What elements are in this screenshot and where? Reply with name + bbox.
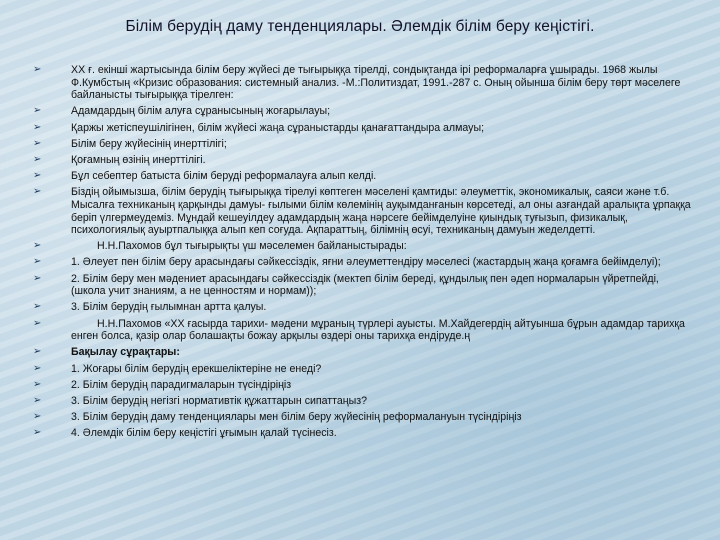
list-item-text: Н.Н.Пахомов бұл тығырықты үш мәселемен байланыстырады:: [97, 240, 407, 253]
checkmark-arrow-icon: ➢: [33, 411, 42, 423]
list-item: [33, 346, 693, 359]
list-item: [33, 379, 693, 392]
checkmark-arrow-icon: ➢: [33, 170, 42, 182]
list-item-text: ХХ ғ. екінші жартысында білім беру жүйесі де тығырыққа тірелді, сондықтанда ірі реформаларға ұшырады. 1968 жылы Ф.Кумбстың «Кризис образования: системный анализ. -М.:Политиздат, 1991.-287 с. Оның ойынша білім беру төрт мәселеге байланысты тығырыққа тірелген:: [71, 64, 681, 102]
list-item-text: Бақылау сұрақтары:: [71, 346, 180, 359]
checkmark-arrow-icon: ➢: [33, 121, 42, 133]
list-item-text: Адамдардың білім алуға сұранысының жоғарылауы;: [71, 105, 331, 118]
list-item-text: 1. Әлеует пен білім беру арасындағы сәйкессіздік, яғни әлеуметтендіру мәселесі (жастардың жаңа қоғамға бейімделуі);: [71, 256, 661, 269]
list-item: [33, 363, 693, 376]
list-item-text: Қаржы жетіспеушілігінен, білім жүйесі жаңа сұраныстарды қанағаттандыра алмауы;: [71, 121, 485, 134]
list-item: [33, 170, 693, 183]
checkmark-arrow-icon: ➢: [33, 427, 42, 439]
list-item: [33, 64, 693, 102]
list-item-text: 3. Білім берудің даму тенденциялары мен білім беру жүйесінің реформалануын түсіндіріңіз: [71, 411, 522, 424]
list-item: [33, 138, 693, 151]
list-item-text: 3. Білім берудің негізгі нормативтік құжаттарын сипаттаңыз?: [71, 394, 367, 407]
checkmark-arrow-icon: ➢: [33, 346, 42, 358]
list-item: [33, 427, 693, 440]
checkmark-arrow-icon: ➢: [33, 272, 42, 284]
checkmark-arrow-icon: ➢: [33, 105, 42, 117]
list-item: [33, 240, 693, 253]
list-item: [33, 273, 693, 298]
list-item-text: Білім беру жүйесінің инерттілігі;: [71, 137, 227, 150]
list-item: [33, 411, 693, 424]
list-item-text: 2. Білім берудің парадигмаларын түсіндіріңіз: [71, 378, 292, 391]
slide-title: Білім берудің даму тенденциялары. Әлемдік білім беру кеңістігі.: [125, 18, 595, 35]
checkmark-arrow-icon: ➢: [33, 301, 42, 313]
bullet-list: [33, 64, 693, 444]
checkmark-arrow-icon: ➢: [33, 153, 42, 165]
list-item-text: 4. Әлемдік білім беру кеңістігі ұғымын қалай түсінесіз.: [71, 427, 337, 440]
list-item-text: Біздің ойымызша, білім берудің тығырыққа тірелуі көптеген мәселені қамтиды: әлеуметтік, экономикалық, саяси және т.б. Мысалға техниканың қарқынды дамуы- ғылыми білім көлемінің ауқымданғанын көрсетеді, ал оны азғандай аралықта ұрпаққа беріп үлгермеудеміз. Мұндай кешеуілдеу адамдардың жаңа нәрсеге бейімделуіне қиындық туғызып, физикалық, психологиялық ауыртпалыққа алып кеп соғуда. Ақпараттың, білімнің өсуі, техниканың дамуын жеделдетті.: [71, 186, 691, 237]
list-item: [33, 301, 693, 314]
list-item: [33, 395, 693, 408]
list-item-text: Қоғамның өзінің инерттілігі.: [71, 153, 206, 166]
checkmark-arrow-icon: ➢: [33, 137, 42, 149]
list-item: [33, 154, 693, 167]
list-item: [33, 105, 693, 118]
checkmark-arrow-icon: ➢: [33, 317, 42, 329]
checkmark-arrow-icon: ➢: [33, 256, 42, 268]
list-item-text: Н.Н.Пахомов «ХХ ғасырда тарихи- мәдени мұраның түрлері ауысты. М.Хайдегердің айтуынша бұрын адамдар тарихқа енген болса, қазір олар болашақты божау арқылы өздері оны тарихқа ендіруде.ң: [71, 317, 685, 343]
checkmark-arrow-icon: ➢: [33, 378, 42, 390]
checkmark-arrow-icon: ➢: [33, 362, 42, 374]
list-item-text: 3. Білім берудің ғылымнан артта қалуы.: [71, 301, 267, 314]
list-item: [33, 186, 693, 236]
list-item-text: 1. Жоғары білім берудің ерекшеліктеріне не енеді?: [71, 362, 322, 375]
checkmark-arrow-icon: ➢: [33, 394, 42, 406]
list-item-text: Бұл себептер батыста білім беруді реформалауға алып келді.: [71, 170, 377, 183]
list-item: [33, 122, 693, 135]
list-item-text: 2. Білім беру мен мәдениет арасындағы сәйкессіздік (мектеп білім береді, құндылық пен әдеп нормаларын үйретпейді, (школа учит знаниям, а не ценностям и нормам));: [71, 272, 659, 298]
list-item: [33, 318, 693, 343]
list-item: [33, 256, 693, 269]
checkmark-arrow-icon: ➢: [33, 64, 42, 75]
checkmark-arrow-icon: ➢: [33, 240, 42, 252]
checkmark-arrow-icon: ➢: [33, 186, 42, 198]
